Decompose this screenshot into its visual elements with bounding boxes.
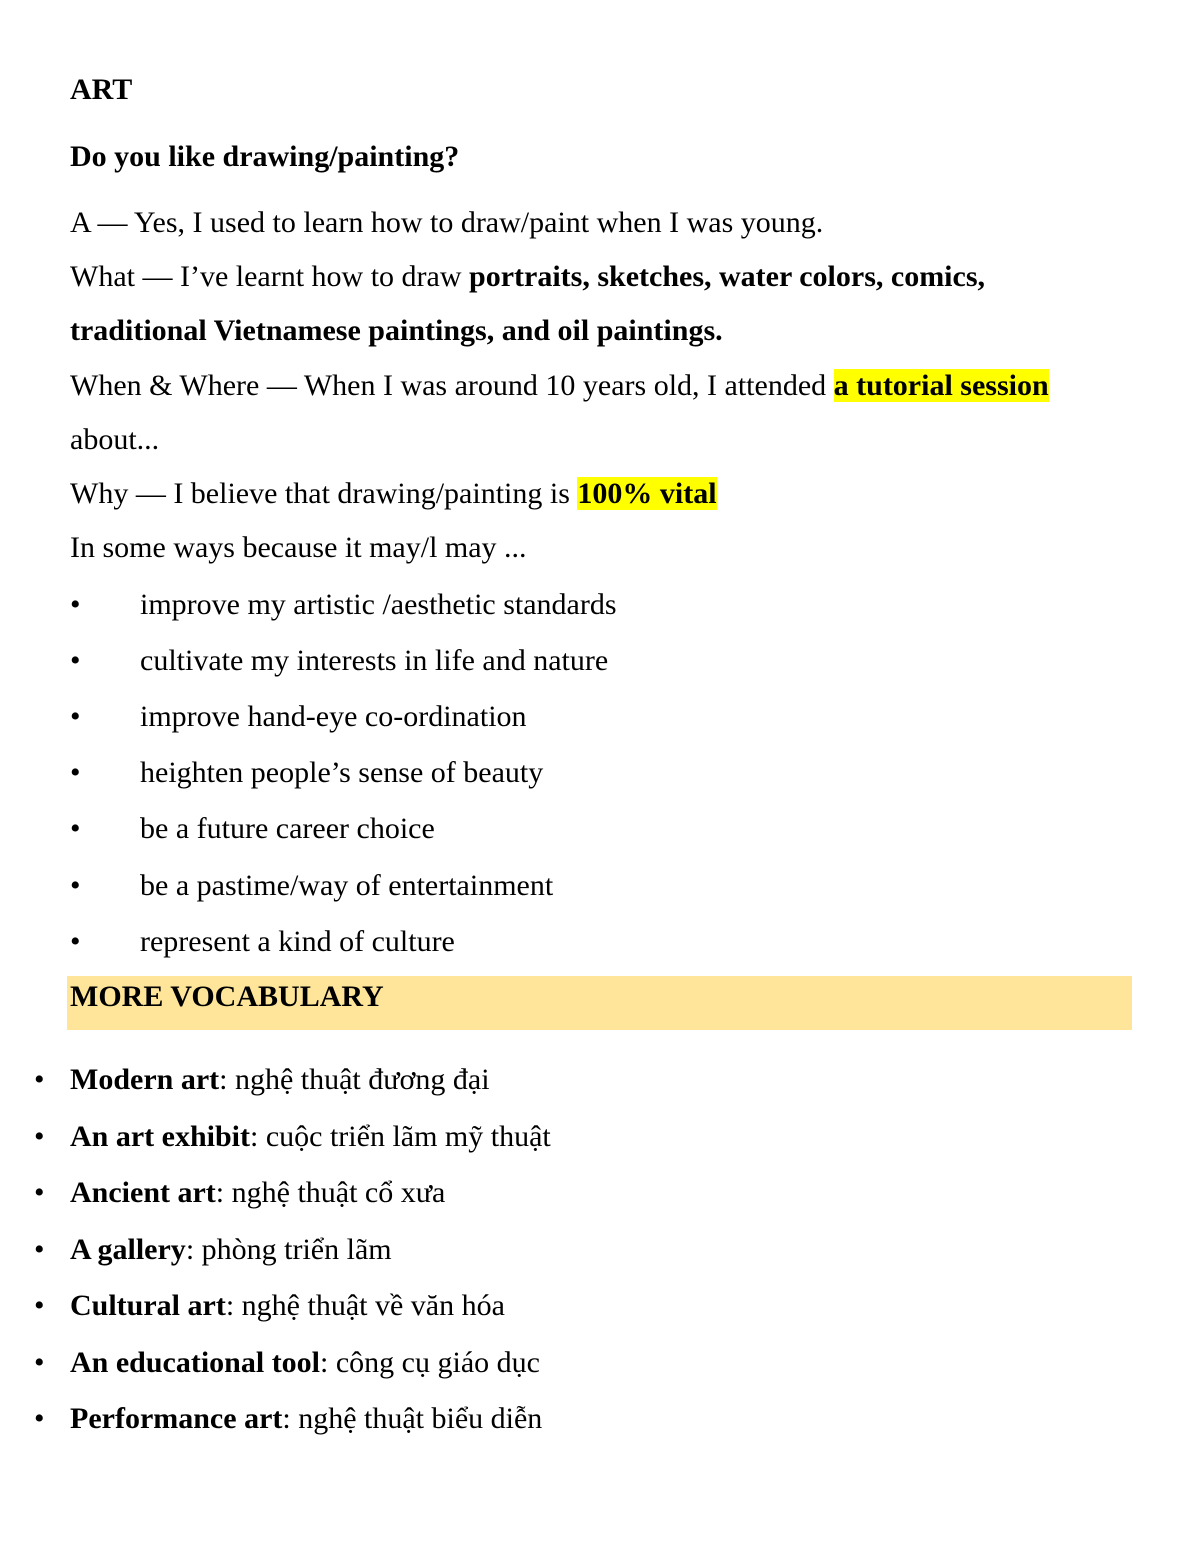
vocab-item [34,1175,445,1211]
bullet-icon: • [34,1346,45,1379]
vocab-item [34,1401,542,1437]
bullet-icon: • [34,1233,45,1266]
vocab-term: An art exhibit [70,1120,250,1153]
why-prefix: Why — I believe that drawing/painting is [70,477,578,510]
list-item-text: cultivate my interests in life and nature [140,644,609,677]
bullet-icon: • [70,812,81,845]
vocab-term: An educational tool [70,1346,321,1379]
vocab-item [34,1062,490,1098]
list-item-text: be a pastime/way of entertainment [140,869,554,902]
highlighted-phrase: 100% vital [577,477,717,510]
list-item-text: represent a kind of culture [140,925,455,958]
bullet-icon: • [34,1120,45,1153]
list-item-text: heighten people’s sense of beauty [140,756,544,789]
when-prefix: When & Where — When I was around 10 years old, I attended [70,369,834,402]
why-line [70,476,717,512]
vocab-meaning: : nghệ thuật biểu diễn [282,1402,543,1435]
bullet-icon: • [34,1289,45,1322]
what-bold-text: portraits, sketches, water colors, comics, [469,260,986,293]
list-item-text: improve hand-eye co-ordination [140,700,527,733]
vocab-meaning: : cuộc triển lãm mỹ thuật [250,1120,551,1153]
vocab-item [34,1232,392,1268]
what-prefix: What — I’ve learnt how to draw [70,260,470,293]
bullet-icon: • [70,925,81,958]
question-heading: Do you like drawing/painting? [70,140,460,173]
when-continuation: about... [70,423,160,456]
list-item-text: be a future career choice [140,812,435,845]
vocab-item [34,1288,505,1324]
bullet-icon: • [70,869,81,902]
what-line [70,259,985,295]
highlighted-phrase: a tutorial session [833,369,1049,402]
vocab-term: Modern art [70,1063,220,1096]
bullet-icon: • [34,1176,45,1209]
reasons-intro: In some ways because it may/l may ... [70,531,527,564]
vocab-meaning: : nghệ thuật cổ xưa [215,1176,446,1209]
vocab-term: A gallery [70,1233,186,1266]
answer-line: A — Yes, I used to learn how to draw/paint when I was young. [70,206,824,239]
vocab-meaning: : nghệ thuật về văn hóa [225,1289,505,1322]
what-bold-continuation: traditional Vietnamese paintings, and oil paintings. [70,314,723,347]
vocab-heading-band [67,976,1132,1030]
bullet-icon: • [70,700,81,733]
bullet-icon: • [34,1063,45,1096]
vocab-term: Ancient art [70,1176,216,1209]
vocab-item [34,1345,540,1381]
bullet-icon: • [70,644,81,677]
list-item-text: improve my artistic /aesthetic standards [140,588,617,621]
page-title: ART [70,73,133,106]
vocab-meaning: : nghệ thuật đương đại [219,1063,490,1096]
bullet-icon: • [70,588,81,621]
when-line [70,368,1049,404]
vocab-term: Performance art [70,1402,283,1435]
vocab-heading: MORE VOCABULARY [70,980,384,1013]
bullet-icon: • [34,1402,45,1435]
vocab-meaning: : công cụ giáo dục [320,1346,540,1379]
vocab-term: Cultural art [70,1289,226,1322]
vocab-item [34,1119,551,1155]
bullet-icon: • [70,756,81,789]
vocab-meaning: : phòng triển lãm [185,1233,392,1266]
